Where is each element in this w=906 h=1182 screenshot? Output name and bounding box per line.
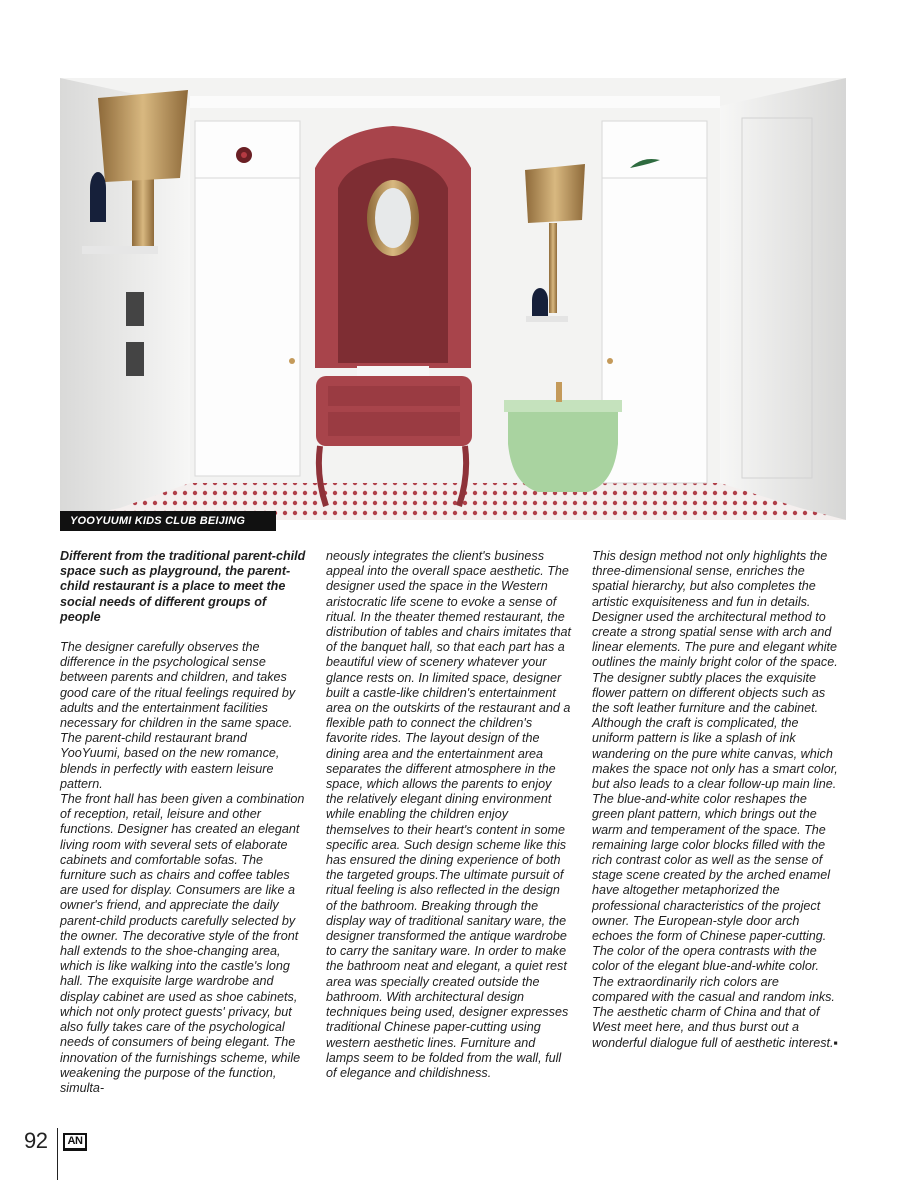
photo-caption: YOOYUUMI KIDS CLUB BEIJING [60,511,276,531]
folio-divider [57,1128,58,1180]
page-number: 92 [24,1128,48,1153]
feature-photo [60,78,846,520]
bathroom-interior-illustration [60,78,846,520]
article-lead: Different from the traditional parent-child space such as playground, the parent-child restaurant is a place to meet the social needs of different groups of people [60,549,306,624]
article-column-1 [60,549,306,1096]
article-paragraph: The front hall has been given a combination of reception, retail, leisure and other functions. Designer has created an elegant living room with several sets of elaborate cabinets and comfortable sofas. The furniture such as chairs and coffee tables are used for display. Consumers are like a owner's friend, and appreciate the daily parent-child products carefully selected by the owner. The decorative style of the front hall extends to the shoe-changing area, which is like walking into the castle's long hall. The exquisite large wardrobe and display cabinet are used as shoe cabinets, which not only protect guests' privacy, but also fully takes care of the psychological needs of consumers of being elegant. The innovation of the furnishings scheme, while weakening the purpose of the function, simulta- [60,792,305,1095]
article-paragraph: This design method not only highlights the three-dimensional sense, enriches the spatial hierarchy, but also completes the artistic exquisiteness and fun in details. Designer used the architectural method to create a strong spatial sense with arch and linear elements. The pure and elegant white outlines the mainly bright color of the space. The designer subtly places the exquisite flower pattern on different objects such as the soft leather furniture and the cabinet. Although the craft is complicated, the uniform pattern is like a splash of ink wandering on the pure white canvas, which makes the space not only has a smart color, but also leads to a clear follow-up main line. The blue-and-white color reshapes the green plant pattern, which brings out the warm and temperament of the space. The remaining large color blocks filled with the rich contrast color as well as the sense of stage scene created by the arched enamel have altogether metaphorized the professional characteristics of the project owner. The European-style door arch echoes the form of Chinese paper-cutting. The color of the opera contrasts with the color of the elegant blue-and-white color. The extraordinarily rich colors are compared with the casual and random inks. The aesthetic charm of China and that of West meet here, and thus burst out a wonderful dialogue full of aesthetic interest.▪ [592,549,838,1050]
magazine-logo: AN [63,1133,87,1151]
article-column-3 [592,549,838,1051]
article-paragraph: neously integrates the client's business appeal into the overall space aesthetic. The designer used the space in the Western aristocratic life scene to evoke a sense of ritual. In the theater themed restaurant, the distribution of tables and chairs imitates that of the banquet hall, so that each part has a beautiful view of scenery whatever your glance rests on. In limited space, designer built a castle-like children's entertainment area on the outskirts of the restaurant and a flexible path to connect the children's favorite rides. The layout design of the dining area and the entertainment area separates the different atmosphere in the space, which allows the parents to enjoy the relatively elegant dining environment while enabling the children enjoy themselves to their heart's content in some specific area. Such design scheme like this has ensured the dining experience of both the targeted groups.The ultimate pursuit of ritual feeling is also reflected in the design of the bathroom. Breaking through the display way of traditional sanitary ware, the designer transformed the antique wardrobe to carry the sanitary ware. In order to make the bathroom neat and elegant, a quiet rest area was specially created outside the bathroom. With architectural design techniques being used, designer expresses traditional Chinese paper-cutting using western aesthetic lines. Furniture and lamps seem to be folded from the wall, full of elegance and childishness. [326,549,572,1080]
article-paragraph: The designer carefully observes the difference in the psychological sense between parents and children, and takes good care of the ritual feelings required by adults and the entertainment facilities necessary for children in the same space. The parent-child restaurant brand YooYuumi, based on the new romance, blends in perfectly with eastern leisure pattern. [60,640,296,791]
article-column-2 [326,549,572,1081]
